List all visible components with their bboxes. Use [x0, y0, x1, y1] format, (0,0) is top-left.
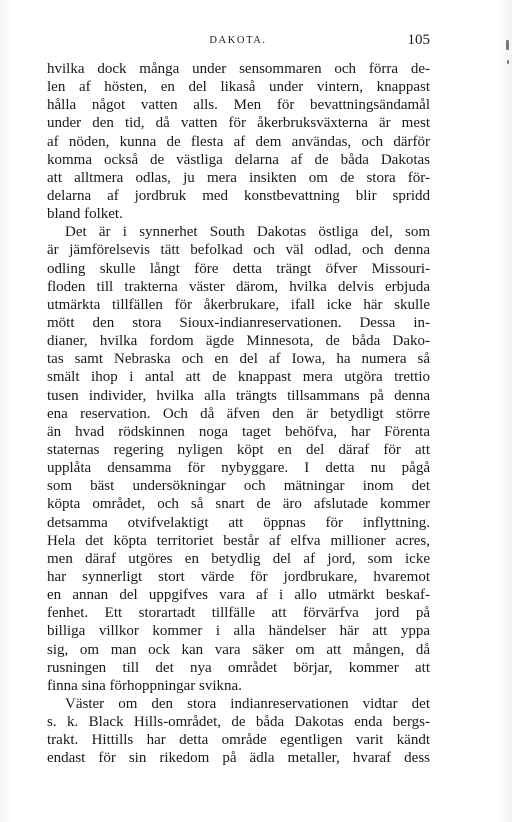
text-line: tusen individer, hvilka alla trängts tillsammans på denna	[47, 387, 430, 404]
page-number: 105	[407, 32, 430, 48]
text-line: rusningen till det nya området börjar, kommer att	[47, 659, 430, 676]
text-line: att alltmera odlas, ju mera insikten om de stora för-	[47, 169, 430, 186]
text-line: staternas regering nyligen köpt en del däraf för att	[47, 441, 430, 458]
text-line: endast för sin rikedom på ädla metaller, hvaraf dess	[47, 750, 430, 767]
text-line: men däraf utgöres en betydlig del af jord, som icke	[47, 550, 430, 567]
text-line: Hela det köpta territoriet består af elfva millioner acres,	[47, 532, 430, 549]
text-line: en annan del uppgifves vara af i allo utmärkt beskaf-	[47, 587, 430, 604]
text-line: tas samt Nebraska och en del af Iowa, ha numera så	[47, 351, 430, 368]
paragraph	[47, 60, 430, 223]
paragraph	[47, 223, 430, 695]
text-line: billiga villkor kommer i alla händelser här att yppa	[47, 623, 430, 640]
text-line: finna sina förhoppningar svikna.	[47, 677, 242, 694]
text-line: bland folket.	[47, 206, 123, 223]
text-line: smält ihop i antal att de knappast mera utgöra trettio	[47, 369, 430, 386]
text-line: af nöden, kunna de flesta af dem användas, och därför	[47, 133, 430, 150]
text-line: har synnerligt stort värde för jordbrukare, hvaremot	[47, 568, 430, 585]
body-text	[47, 60, 430, 767]
text-line: mött den stora Sioux-indianreservationen. Dessa in-	[47, 314, 430, 331]
text-line: än hvad rödskinnen noga taget behöfva, har Förenta	[47, 423, 430, 440]
running-head: DAKOTA.	[209, 35, 267, 46]
text-line: utmärkta tillfällen för åkerbrukare, ifall icke här skulle	[47, 296, 430, 313]
text-line: s. k. Black Hills-området, de båda Dakotas enda bergs-	[47, 714, 430, 731]
text-line: trakt. Hittills har detta område egentligen varit kändt	[47, 732, 430, 749]
text-line: sig, om man ock kan vara säker om att mången, då	[47, 641, 430, 658]
text-line: ena reservation. Och då äfven den är betydligt större	[47, 405, 430, 422]
text-line: under den tid, då vatten för åkerbruksväxterna är mest	[47, 115, 430, 132]
text-line: odling skulle långt före detta trängt öfver Missouri-	[47, 260, 430, 277]
paragraph	[47, 695, 430, 768]
text-line: dianer, hvilka fordom ägde Minnesota, de båda Dako-	[47, 333, 430, 350]
text-line: hvilka dock många under sensommaren och förra de-	[47, 61, 430, 77]
page-edge-mark	[506, 40, 509, 50]
text-line: len af hösten, en del likaså under vintern, knappast	[47, 79, 430, 96]
text-line: som bäst undersökningar och mätningar inom det	[47, 478, 430, 495]
page-header	[46, 32, 430, 52]
text-line: delarna af jordbruk med konstbevattning blir spridd	[47, 187, 430, 204]
page-edge-mark	[507, 60, 509, 64]
text-line: komma också de västliga delarna af de båda Dakotas	[47, 151, 430, 168]
text-line: hålla något vatten alls. Men för bevattningsändamål	[47, 97, 430, 114]
text-line: floden till trakterna väster därom, hvilka delvis erbjuda	[47, 278, 430, 295]
text-line: upplåta densamma för nybyggare. I detta nu pågå	[47, 460, 430, 477]
text-line: Väster om den stora indianreservationen vidtar det	[65, 695, 430, 712]
text-line: köpta området, och så snart de äro afslutade kommer	[47, 496, 430, 513]
text-line: detsamma otvifvelaktigt att öppnas för inflyttning.	[47, 514, 430, 531]
text-line: fenhet. Ett storartadt tillfälle att förvärfva jord på	[47, 605, 430, 622]
text-line: är jämförelsevis tätt befolkad och väl odlad, och denna	[47, 242, 430, 259]
text-line: Det är i synnerhet South Dakotas östliga del, som	[65, 224, 430, 241]
